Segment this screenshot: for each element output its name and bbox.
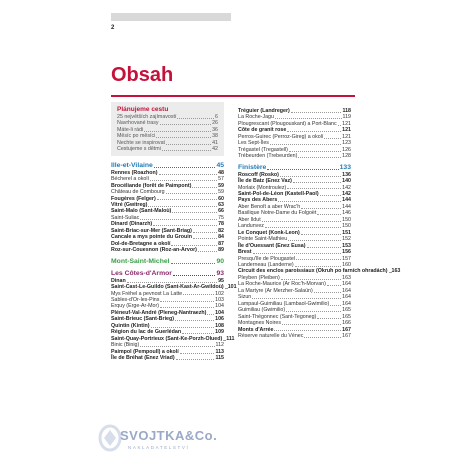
toc-entry-title: Les Sept-Îles [238,140,269,147]
toc-entry-page: 48 [218,169,224,176]
toc-entry-title: Morlaix (Montroulez) [238,184,287,191]
toc-entry-page: 59 [218,182,224,189]
plan-section [111,102,224,156]
page-number: 2 [111,25,115,31]
leader-dots [173,275,216,276]
toc-entry-page: 144 [342,203,351,210]
toc-entry-title: Saint-Briac-sur-Mer (Sant-Briag) [111,227,192,234]
toc-entry-title: Trébeurden (Trebeurden) [238,153,298,160]
toc-entry-title: Saint-Suliac [111,214,140,221]
toc-entry-page: 42 [212,146,218,153]
toc-entry-page: 109 [215,329,224,336]
toc-entry-title: Mys Fréhel a pevnost La Latte [111,290,183,297]
leader-dots [291,112,342,113]
toc-entry-page: 123 [342,140,351,147]
section-heading-finistere[interactable] [238,164,351,172]
toc-entry-page: 59 [218,189,224,196]
leader-dots [301,208,341,209]
toc-entry-title: La Roche-Jagu [238,114,274,121]
toc-entry-title: Roscoff (Rosko) [238,171,279,178]
toc-entry-title: Bécherel a okolí [111,176,149,183]
toc-entry-page: 164 [342,300,351,307]
leader-dots [282,324,341,325]
publisher-watermark-sub: NAKLADATELSTVÍ [128,445,190,450]
title-rule [111,95,355,97]
toc-entry-title: Guimiliau (Gwimilio) [238,307,286,314]
toc-entry-title: Fougères (Felger) [111,195,156,202]
leader-dots [262,221,341,222]
toc-entry-page: 163 [342,274,351,281]
toc-entry-title: Tréguier (Landreger) [238,108,290,114]
leader-dots [171,263,216,264]
toc-entry-title: Le Conquet (Konk-Leon) [238,229,300,236]
leader-dots [198,251,217,252]
ille-list [111,170,224,254]
toc-entry-title: Nechte se inspirovat [117,139,165,146]
toc-entry-page: 103 [215,296,224,303]
toc-entry-page: 128 [342,153,351,160]
toc-entry-title: Navrhované trasy [117,120,159,127]
toc-entry-title: Landunvez [238,223,264,230]
toc-entry-page: 140 [342,178,351,185]
toc-entry-page: 82 [218,227,224,234]
leader-dots [183,294,214,295]
toc-entry-title: 25 největších zajímavostí [117,114,177,120]
toc-entry-page: 126 [342,146,351,153]
toc-entry-title: Landerneau (Landerne) [238,261,294,268]
toc-entry-page: 121 [342,133,351,140]
leader-dots [304,337,341,338]
section-heading-page: 90 [216,257,224,265]
toc-entry-title: Région du lac de Guerlédan [111,329,182,336]
toc-entry-page: 164 [342,287,351,294]
leader-dots [157,199,217,200]
section-ille [111,162,224,254]
leader-dots [193,238,217,239]
toc-entry-page: 66 [218,208,224,215]
toc-entry-title: Côte de granit rose [238,127,287,134]
section-heading-label: Mont-Saint-Michel [111,257,170,265]
leader-dots [338,125,342,126]
toc-entry-page: 111 [226,335,235,342]
leader-dots [223,340,225,341]
leader-dots [166,193,218,194]
toc-entry-page: 112 [215,342,224,349]
toc-entry-title: Pointe Saint-Mathieu [238,236,288,243]
toc-entry-page: 156 [342,249,351,256]
toc-entry-page: 38 [212,133,218,140]
toc-entry-title: Circuit des enclos paroissiaux (Okruh po farních ohradách) [238,268,388,275]
leader-dots [289,151,341,152]
section-heading-label: Ille-et-Vilaine [111,161,153,169]
publisher-watermark: SVOJTKA&Co. [120,428,218,443]
toc-entry-title: Château de Combourg [111,189,165,196]
leader-dots [225,288,227,289]
leader-dots [327,285,341,286]
leader-dots [160,307,214,308]
toc-entry-title: Měsíc po měsíci [117,133,156,140]
leader-dots [287,131,341,132]
leader-dots [252,298,341,299]
section-heading-mont[interactable] [111,258,224,266]
toc-entry-title: Saint-Pol-de-Léon (Kastell-Paol) [238,190,319,197]
plan-heading: Plánujeme cestu [117,106,169,113]
toc-entry-title: Réserve naturelle du Vénec [238,332,304,339]
toc-entry-page: 78 [218,221,224,228]
leader-dots [166,144,211,145]
toc-entry-title: Pleyben (Pleiben) [238,274,280,281]
leader-dots [265,227,341,228]
toc-entry-title: Montagnes Noires [238,320,281,327]
toc-entry-page: 144 [342,197,351,204]
toc-entry-page: 63 [218,201,224,208]
toc-entry-page: 153 [342,242,351,249]
leader-dots [314,292,341,293]
toc-entry-title: Monts d'Arrée [238,326,274,333]
toc-entry-title: Basilique Notre-Dame du Folgoët [238,210,317,217]
toc-entry-page: 6 [215,114,218,120]
leader-dots [160,124,212,125]
toc-entry-title: Cestujeme s dětmi [117,146,161,153]
toc-entry-page: 164 [342,281,351,288]
toc-entry-title: Saint-Cast-Le-Guildo (Sant-Kast-Ar-Gwildoù) [111,284,224,291]
header-bar [111,13,231,21]
toc-entry-title: Máte-li rádi [117,126,144,133]
toc-entry-page: 89 [218,247,224,254]
leader-dots [159,174,218,175]
section-heading-label: Finistère [238,163,267,171]
toc-entry-title: Cancale a mys pointe du Grouin [111,234,192,241]
leader-dots [281,279,341,280]
leader-dots [270,144,341,145]
leader-dots [301,234,341,235]
leader-dots [180,353,215,354]
toc-entry-page: 157 [342,255,351,262]
toc-entry-page: 60 [218,195,224,202]
toc-entry-title: Roz-sur-Couesnon (Roz-an-Arvor) [111,247,197,254]
toc-entry-title: Saint-Malo (Sant-Maloù) [111,208,172,215]
leader-dots [148,206,217,207]
toc-entry-title: Trégastel (Tregastell) [238,146,288,153]
cotes-continued-list [238,108,351,160]
leader-dots [172,212,217,213]
toc-entry-page: 142 [342,190,351,197]
toc-entry-title: Aber Ildut [238,216,261,223]
toc-entry-page: 84 [218,234,224,241]
finistere-list [238,171,401,340]
leader-dots [267,169,338,170]
toc-entry-page: 160 [342,261,351,268]
leader-dots [330,305,341,306]
leader-dots [298,157,341,158]
toc-entry-page: 121 [342,127,351,134]
toc-entry[interactable] [117,146,218,152]
toc-entry-page: 104 [215,309,224,316]
toc-entry-page: 142 [342,184,351,191]
toc-entry-page: 41 [212,139,218,146]
toc-entry-page: 164 [342,294,351,301]
toc-entry-page: 106 [215,316,224,323]
section-heading-label: Les Côtes-d'Armor [111,269,172,277]
leader-dots [307,247,342,248]
toc-entry-page: 136 [342,171,351,178]
leader-dots [280,176,341,177]
leader-dots [389,272,391,273]
toc-entry-page: 151 [342,229,351,236]
toc-entry-title: Rennes (Roazhon) [111,169,158,176]
toc-entry-title: Île de Bréhat (Enez Vriad) [111,355,175,362]
section-cotes [111,269,237,362]
toc-entry-title: Saint-Brieuc (Sant-Brieg) [111,316,174,323]
toc-entry-title: Lampaul-Guimiliau (Lambaol-Gwimilio) [238,300,330,307]
leader-dots [253,253,342,254]
toc-entry-page: 102 [215,290,224,297]
toc-entry-title: Presqu'île de Plougastel [238,255,295,262]
toc-entry-title: Aber Benoît a aber Wrac'h [238,203,301,210]
toc-column-right [238,108,401,339]
toc-column-left [111,102,237,364]
toc-entry-page: 121 [342,120,351,127]
toc-entry-title: La Roche-Maurice (Ar Roc'h-Morvan) [238,281,326,288]
toc-entry-title: Perros-Guirec (Perroz-Gireg) a okolí [238,133,324,140]
leader-dots [295,266,341,267]
leader-dots [154,167,216,168]
toc-entry-title: Dinan [111,277,126,284]
leader-dots [140,346,214,347]
toc-entry-page: 118 [342,108,351,114]
section-heading-page: 45 [216,161,224,169]
leader-dots [293,182,341,183]
toc-entry-page: 104 [215,303,224,310]
section-heading-page: 93 [216,269,224,277]
leader-dots [127,282,217,283]
toc-entry-page: 57 [218,176,224,183]
toc-entry-title: Sables-d'Or-les-Pins [111,296,160,303]
toc-entry-title: Plougrescant (Plougouskant) a Port-Blanc [238,120,337,127]
toc-entry[interactable] [111,355,224,361]
toc-entry-title: Brocéliande (forêt de Paimpont) [111,182,192,189]
toc-entry-title: Saint-Thégonnec (Sant-Tegoneg) [238,313,317,320]
toc-entry-title: Dinard (Dinarzh) [111,221,153,228]
section-heading-page: 133 [339,163,351,171]
toc-entry-page: 150 [342,216,351,223]
cotes-list [111,277,237,362]
toc-entry-page: 152 [342,236,351,243]
leader-dots [176,359,215,360]
toc-entry-title: Brest [238,249,252,256]
section-heading-ille[interactable] [111,162,224,170]
leader-dots [156,137,211,138]
toc-entry-page: 101 [227,284,237,291]
toc-entry[interactable] [238,333,351,339]
toc-entry-page: 167 [342,326,351,333]
leader-dots [286,311,341,312]
toc-entry-page: 26 [212,120,218,127]
toc-entry-title: La Martyre (Ar Merzher-Salaün) [238,287,313,294]
toc-entry-title: Binic (Binig) [111,342,140,349]
leader-dots [162,150,211,151]
leader-dots [317,214,341,215]
leader-dots [175,320,214,321]
toc-entry-title: Quintin (Kintin) [111,322,150,329]
leader-dots [140,219,217,220]
toc-entry[interactable] [238,153,351,159]
section-heading-cotes[interactable] [111,270,224,278]
toc-entry-page: 113 [215,348,224,355]
leader-dots [153,225,217,226]
toc-entry-title: Vitré (Gwitreg) [111,201,148,208]
toc-entry-page: 146 [342,210,351,217]
toc-entry-page: 115 [215,355,224,362]
toc-entry-page: 119 [342,114,351,121]
leader-dots [151,327,215,328]
toc-entry-title: Pays des Abers [238,197,278,204]
toc-entry-title: Sizun [238,294,252,301]
toc-entry-page: 87 [218,240,224,247]
toc-entry-page: 165 [342,307,351,314]
toc-entry-title: Saint-Quay-Portrieux (Sant-Ke-Porzh-Olued) [111,335,223,342]
plan-list [117,114,218,153]
toc-entry-page: 167 [342,332,351,339]
toc-entry-page: 75 [218,214,224,221]
page-title: Obsah [111,64,174,86]
toc-entry-page: 95 [218,277,224,284]
leader-dots [275,118,342,119]
leader-dots [177,118,214,119]
leader-dots [192,187,217,188]
toc-entry-page: 163 [391,268,401,275]
toc-entry-title: Paimpol (Pempoull) a okolí [111,348,179,355]
leader-dots [144,131,211,132]
leader-dots [171,245,217,246]
toc-entry[interactable] [111,247,224,253]
leader-dots [288,240,341,241]
leader-dots [320,195,342,196]
toc-entry-page: 150 [342,223,351,230]
toc-entry-page: 108 [215,322,224,329]
toc-entry-page: 166 [342,320,351,327]
toc-entry-title: Erquy (Erge-Ar-Mor) [111,303,159,310]
leader-dots [278,201,341,202]
toc-entry-page: 36 [212,126,218,133]
toc-entry-title: Île de Batz (Enez Vaz) [238,178,292,185]
leader-dots [296,259,341,260]
leader-dots [150,180,217,181]
leader-dots [207,314,214,315]
leader-dots [182,333,214,334]
toc-entry-page: 165 [342,313,351,320]
leader-dots [274,330,341,331]
leader-dots [287,188,341,189]
leader-dots [160,301,214,302]
leader-dots [193,232,217,233]
toc-entry-title: Île d'Ouessant (Enez Eusa) [238,242,306,249]
leader-dots [324,138,341,139]
toc-entry-title: Dol-de-Bretagne a okolí [111,240,171,247]
leader-dots [317,318,341,319]
toc-entry-title: Pléneuf-Val-André (Pleneg-Nantraezh) [111,309,207,316]
